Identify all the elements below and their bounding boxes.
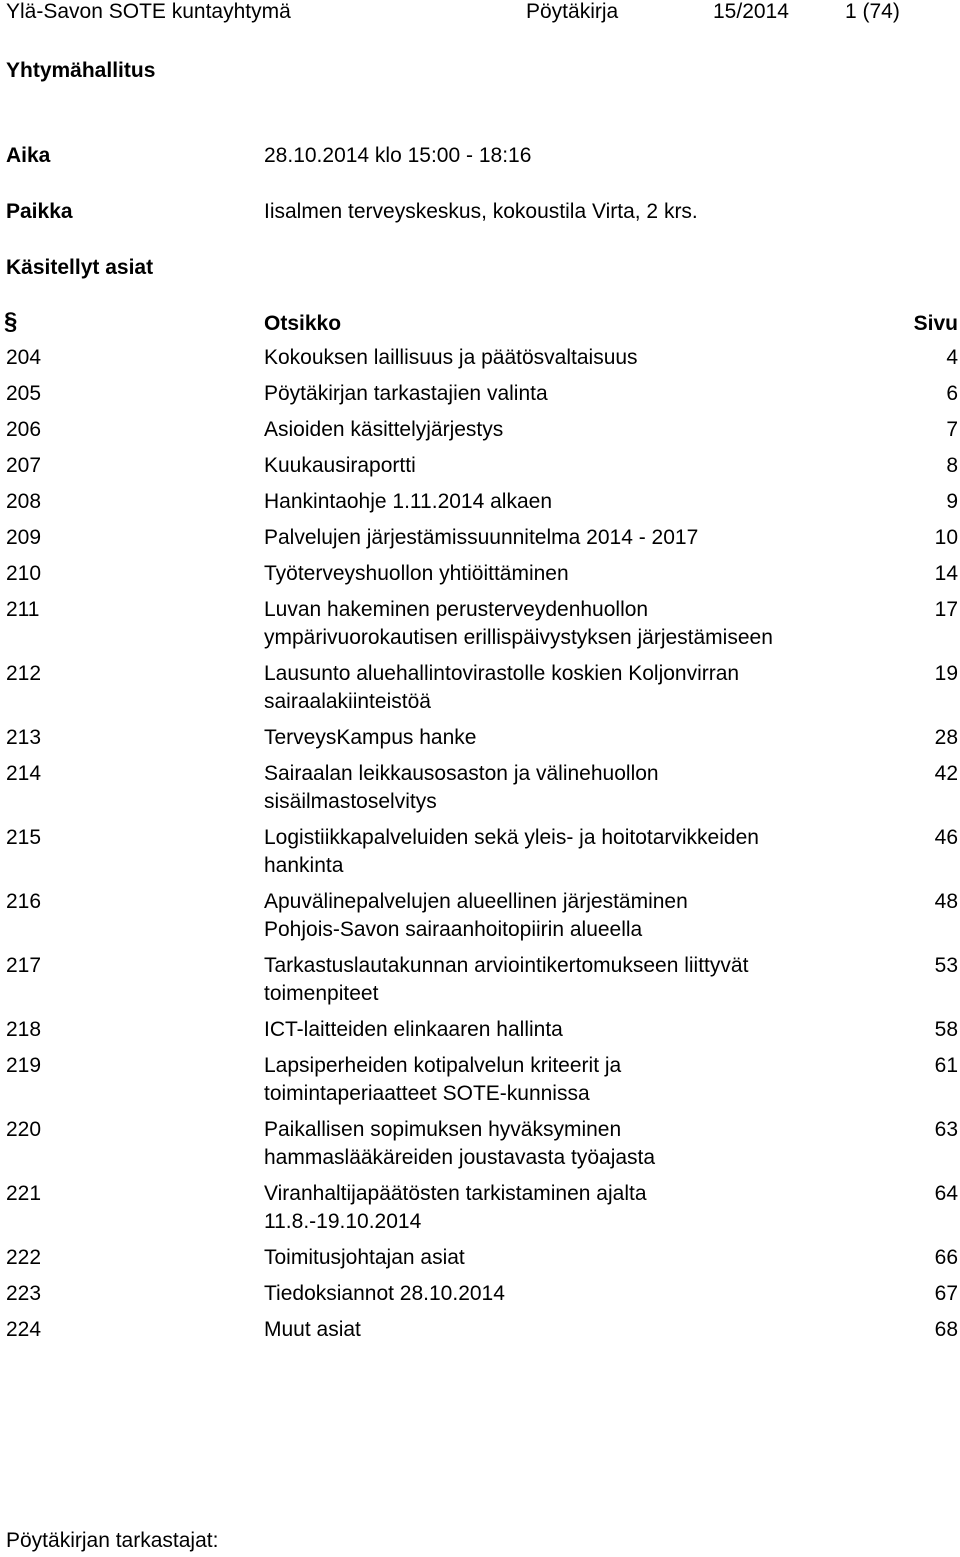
agenda-item-page: 53 xyxy=(934,954,958,977)
agenda-item-title: Luvan hakeminen perusterveydenhuollon ympärivuorokautisen erillispäivystyksen järjestämiseen xyxy=(264,598,773,649)
page-info: 1 (74) xyxy=(845,0,900,23)
agenda-item-title: Tiedoksiannot 28.10.2014 xyxy=(264,1282,505,1305)
agenda-item-number: 217 xyxy=(6,954,42,977)
agenda-row xyxy=(0,380,960,408)
document-header xyxy=(0,0,960,28)
agenda-item-title: Apuvälinepalvelujen alueellinen järjestäminen Pohjois-Savon sairaanhoitopiirin alueella xyxy=(264,890,688,941)
agenda-item-page: 48 xyxy=(934,890,958,913)
agenda-item-page: 10 xyxy=(934,526,958,549)
agenda-item-number: 215 xyxy=(6,826,42,849)
agenda-item-title: Palvelujen järjestämissuunnitelma 2014 - 2017 xyxy=(264,526,699,549)
agenda-item-page: 58 xyxy=(934,1018,958,1041)
section-sign-icon: § xyxy=(4,308,18,335)
agenda-item-page: 68 xyxy=(934,1318,958,1341)
agenda-item-number: 211 xyxy=(6,598,40,621)
agenda-item-title: Muut asiat xyxy=(264,1318,361,1341)
organization-name: Ylä-Savon SOTE kuntayhtymä xyxy=(6,0,291,23)
agenda-row xyxy=(0,560,960,588)
agenda-item-title: Asioiden käsittelyjärjestys xyxy=(264,418,504,441)
agenda-item-page: 8 xyxy=(946,454,958,477)
agenda-item-page: 6 xyxy=(946,382,958,405)
agenda-item-number: 212 xyxy=(6,662,42,685)
agenda-item-number: 219 xyxy=(6,1054,42,1077)
agenda-item-number: 216 xyxy=(6,890,42,913)
document-number: 15/2014 xyxy=(713,0,789,23)
agenda-item-title: Viranhaltijapäätösten tarkistaminen ajalta 11.8.-19.10.2014 xyxy=(264,1182,647,1233)
agenda-item-title: Tarkastuslautakunnan arviointikertomukseen liittyvät toimenpiteet xyxy=(264,954,749,1005)
agenda-item-page: 14 xyxy=(934,562,958,585)
agenda-item-page: 46 xyxy=(934,826,958,849)
agenda-item-title: TerveysKampus hanke xyxy=(264,726,477,749)
agenda-item-number: 222 xyxy=(6,1246,42,1269)
agenda-item-number: 210 xyxy=(6,562,42,585)
agenda-row xyxy=(0,1280,960,1308)
agenda-item-title: Kuukausiraportti xyxy=(264,454,416,477)
agenda-item-number: 205 xyxy=(6,382,42,405)
column-header-title: Otsikko xyxy=(264,312,342,335)
board-name: Yhtymähallitus xyxy=(6,59,156,82)
agenda-item-page: 19 xyxy=(934,662,958,685)
agenda-item-page: 9 xyxy=(946,490,958,513)
agenda-item-page: 67 xyxy=(934,1282,958,1305)
agenda-row xyxy=(0,1180,960,1236)
agenda-row xyxy=(0,1244,960,1272)
agenda-row xyxy=(0,524,960,552)
agenda-row xyxy=(0,888,960,944)
agenda-item-page: 64 xyxy=(934,1182,958,1205)
handled-items-heading: Käsitellyt asiat xyxy=(6,256,154,279)
agenda-row xyxy=(0,1316,960,1344)
agenda-item-title: Logistiikkapalveluiden sekä yleis- ja hoitotarvikkeiden hankinta xyxy=(264,826,759,877)
agenda-item-page: 66 xyxy=(934,1246,958,1269)
agenda-item-page: 4 xyxy=(946,346,958,369)
agenda-row xyxy=(0,452,960,480)
agenda-item-number: 206 xyxy=(6,418,42,441)
agenda-item-title: Lausunto aluehallintovirastolle koskien Koljonvirran sairaalakiinteistöä xyxy=(264,662,740,713)
time-value: 28.10.2014 klo 15:00 - 18:16 xyxy=(264,144,532,167)
agenda-item-title: Lapsiperheiden kotipalvelun kriteerit ja toimintaperiaatteet SOTE-kunnissa xyxy=(264,1054,622,1105)
agenda-row xyxy=(0,1052,960,1108)
agenda-item-number: 220 xyxy=(6,1118,42,1141)
agenda-row xyxy=(0,1116,960,1172)
agenda-item-page: 7 xyxy=(946,418,958,441)
agenda-row xyxy=(0,660,960,716)
agenda-item-number: 223 xyxy=(6,1282,42,1305)
agenda-row xyxy=(0,760,960,816)
place-label: Paikka xyxy=(6,200,73,223)
agenda-item-page: 63 xyxy=(934,1118,958,1141)
agenda-item-page: 17 xyxy=(934,598,958,621)
agenda-item-page: 42 xyxy=(934,762,958,785)
time-label: Aika xyxy=(6,144,51,167)
agenda-item-number: 221 xyxy=(6,1182,42,1205)
agenda-item-number: 224 xyxy=(6,1318,42,1341)
agenda-item-number: 214 xyxy=(6,762,42,785)
agenda-row xyxy=(0,1016,960,1044)
agenda-row xyxy=(0,488,960,516)
agenda-item-title: Kokouksen laillisuus ja päätösvaltaisuus xyxy=(264,346,638,369)
agenda-item-number: 209 xyxy=(6,526,42,549)
agenda-item-title: Pöytäkirjan tarkastajien valinta xyxy=(264,382,548,405)
agenda-row xyxy=(0,344,960,372)
agenda-item-number: 208 xyxy=(6,490,42,513)
agenda-item-title: Hankintaohje 1.11.2014 alkaen xyxy=(264,490,553,513)
agenda-item-title: ICT-laitteiden elinkaaren hallinta xyxy=(264,1018,563,1041)
place-value: Iisalmen terveyskeskus, kokoustila Virta, 2 krs. xyxy=(264,200,698,223)
document-type: Pöytäkirja xyxy=(526,0,619,23)
agenda-item-title: Toimitusjohtajan asiat xyxy=(264,1246,465,1269)
agenda-item-title: Paikallisen sopimuksen hyväksyminen hammaslääkäreiden joustavasta työajasta xyxy=(264,1118,656,1169)
agenda-row xyxy=(0,824,960,880)
agenda-row xyxy=(0,724,960,752)
agenda-row xyxy=(0,416,960,444)
agenda-item-page: 28 xyxy=(934,726,958,749)
agenda-row xyxy=(0,596,960,652)
agenda-item-number: 213 xyxy=(6,726,42,749)
agenda-item-number: 218 xyxy=(6,1018,42,1041)
agenda-item-title: Sairaalan leikkausosaston ja välinehuollon sisäilmastoselvitys xyxy=(264,762,659,813)
agenda-row xyxy=(0,952,960,1008)
agenda-list xyxy=(0,344,960,1352)
agenda-item-title: Työterveyshuollon yhtiöittäminen xyxy=(264,562,569,585)
agenda-item-page: 61 xyxy=(934,1054,958,1077)
agenda-item-number: 204 xyxy=(6,346,42,369)
column-header-page: Sivu xyxy=(913,312,958,335)
agenda-item-number: 207 xyxy=(6,454,42,477)
inspectors-label: Pöytäkirjan tarkastajat: xyxy=(6,1529,219,1552)
